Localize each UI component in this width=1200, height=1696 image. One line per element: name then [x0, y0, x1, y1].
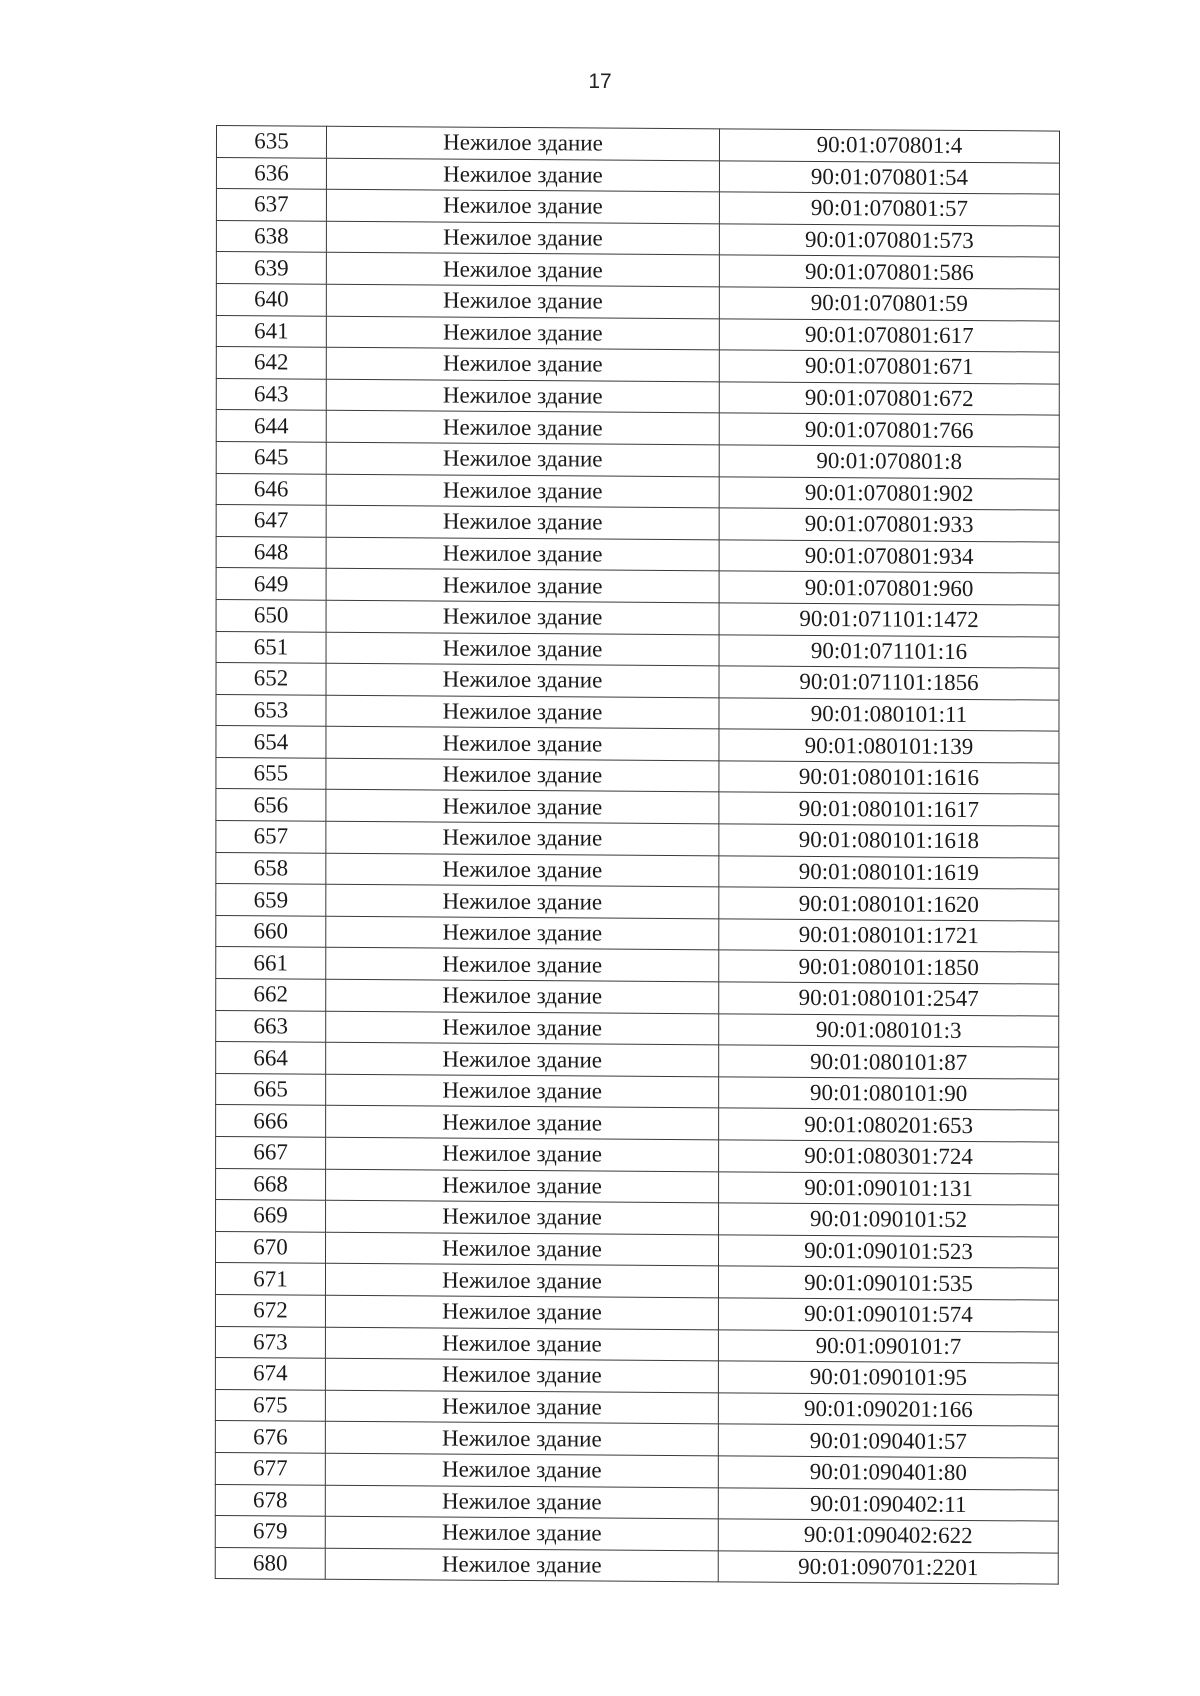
row-number-cell: 640: [216, 283, 326, 315]
row-number-cell: 657: [216, 821, 326, 853]
row-number-cell: 660: [216, 915, 326, 947]
row-number-cell: 642: [216, 347, 326, 379]
row-number-cell: 671: [215, 1263, 325, 1295]
object-type-cell: Нежилое здание: [326, 158, 719, 192]
row-number-cell: 637: [216, 189, 326, 221]
object-type-cell: Нежилое здание: [326, 442, 719, 476]
cadastral-number-cell: 90:01:080101:90: [719, 1077, 1059, 1111]
row-number-cell: 677: [215, 1452, 325, 1484]
cadastral-number-cell: 90:01:080101:2547: [719, 982, 1059, 1016]
object-type-cell: Нежилое здание: [326, 1232, 719, 1266]
object-type-cell: Нежилое здание: [325, 1548, 718, 1582]
object-type-cell: Нежилое здание: [325, 1485, 718, 1519]
row-number-cell: 653: [216, 694, 326, 726]
object-type-cell: Нежилое здание: [325, 1358, 718, 1392]
row-number-cell: 662: [216, 979, 326, 1011]
row-number-cell: 658: [216, 852, 326, 884]
row-number-cell: 667: [216, 1136, 326, 1168]
row-number-cell: 665: [216, 1073, 326, 1105]
cadastral-number-cell: 90:01:080101:139: [719, 729, 1059, 763]
object-type-cell: Нежилое здание: [326, 1106, 719, 1140]
object-type-cell: Нежилое здание: [326, 727, 719, 761]
cadastral-number-cell: 90:01:070801:934: [719, 540, 1059, 574]
object-type-cell: Нежилое здание: [326, 884, 719, 918]
object-type-cell: Нежилое здание: [326, 663, 719, 697]
row-number-cell: 664: [216, 1042, 326, 1074]
row-number-cell: 648: [216, 536, 326, 568]
cadastral-number-cell: 90:01:080101:1850: [719, 950, 1059, 984]
cadastral-number-cell: 90:01:080301:724: [719, 1140, 1059, 1174]
cadastral-number-cell: 90:01:070801:617: [719, 318, 1059, 352]
cadastral-number-cell: 90:01:070801:54: [719, 160, 1059, 194]
cadastral-number-cell: 90:01:070801:8: [719, 445, 1059, 479]
object-type-cell: Нежилое здание: [326, 189, 719, 223]
row-number-cell: 680: [215, 1547, 325, 1579]
cadastral-number-cell: 90:01:090101:523: [719, 1235, 1059, 1269]
cadastral-number-cell: 90:01:090401:57: [718, 1424, 1058, 1458]
row-number-cell: 673: [215, 1326, 325, 1358]
object-type-cell: Нежилое здание: [326, 474, 719, 508]
cadastral-number-cell: 90:01:080101:3: [719, 1013, 1059, 1047]
row-number-cell: 641: [216, 315, 326, 347]
object-type-cell: Нежилое здание: [326, 853, 719, 887]
cadastral-number-cell: 90:01:090402:622: [718, 1519, 1058, 1553]
object-type-cell: Нежилое здание: [326, 379, 719, 413]
row-number-cell: 678: [215, 1484, 325, 1516]
object-type-cell: Нежилое здание: [326, 1169, 719, 1203]
row-number-cell: 638: [216, 220, 326, 252]
cadastral-number-cell: 90:01:070801:59: [719, 287, 1059, 321]
cadastral-number-cell: 90:01:080101:87: [719, 1045, 1059, 1079]
object-type-cell: Нежилое здание: [326, 1074, 719, 1108]
row-number-cell: 644: [216, 410, 326, 442]
cadastral-number-cell: 90:01:070801:586: [719, 255, 1059, 289]
cadastral-number-cell: 90:01:070801:933: [719, 508, 1059, 542]
row-number-cell: 650: [216, 599, 326, 631]
object-type-cell: Нежилое здание: [326, 126, 719, 160]
cadastral-number-cell: 90:01:071101:16: [719, 634, 1059, 668]
page-number: 17: [588, 70, 612, 93]
cadastral-number-cell: 90:01:090101:52: [719, 1203, 1059, 1237]
row-number-cell: 656: [216, 789, 326, 821]
object-type-cell: Нежилое здание: [326, 253, 719, 287]
row-number-cell: 654: [216, 726, 326, 758]
object-type-cell: Нежилое здание: [326, 1042, 719, 1076]
cadastral-number-cell: 90:01:080101:1721: [719, 919, 1059, 953]
row-number-cell: 659: [216, 884, 326, 916]
row-number-cell: 652: [216, 663, 326, 695]
object-type-cell: Нежилое здание: [325, 1422, 718, 1456]
table-row: [215, 1547, 1058, 1584]
cadastral-number-cell: 90:01:070801:960: [719, 571, 1059, 605]
row-number-cell: 669: [216, 1200, 326, 1232]
object-type-cell: Нежилое здание: [326, 316, 719, 350]
row-number-cell: 676: [215, 1421, 325, 1453]
object-type-cell: Нежилое здание: [326, 1011, 719, 1045]
cadastral-number-cell: 90:01:090101:95: [718, 1361, 1058, 1395]
row-number-cell: 666: [216, 1105, 326, 1137]
object-type-cell: Нежилое здание: [325, 1264, 718, 1298]
object-type-cell: Нежилое здание: [325, 1516, 718, 1550]
row-number-cell: 651: [216, 631, 326, 663]
object-type-cell: Нежилое здание: [325, 1453, 718, 1487]
object-type-cell: Нежилое здание: [326, 505, 719, 539]
object-type-cell: Нежилое здание: [326, 411, 719, 445]
object-type-cell: Нежилое здание: [326, 1137, 719, 1171]
object-type-cell: Нежилое здание: [326, 758, 719, 792]
object-type-cell: Нежилое здание: [325, 1295, 718, 1329]
cadastral-number-cell: 90:01:080101:1620: [719, 887, 1059, 921]
cadastral-number-cell: 90:01:090101:535: [718, 1266, 1058, 1300]
row-number-cell: 643: [216, 378, 326, 410]
row-number-cell: 670: [216, 1231, 326, 1263]
cadastral-number-cell: 90:01:080101:1618: [719, 824, 1059, 858]
row-number-cell: 674: [215, 1358, 325, 1390]
cadastral-number-cell: 90:01:090402:11: [718, 1487, 1058, 1521]
object-type-cell: Нежилое здание: [326, 600, 719, 634]
row-number-cell: 649: [216, 568, 326, 600]
cadastral-number-cell: 90:01:090101:7: [718, 1329, 1058, 1363]
cadastral-number-cell: 90:01:070801:902: [719, 476, 1059, 510]
cadastral-number-cell: 90:01:070801:573: [719, 224, 1059, 258]
cadastral-number-cell: 90:01:071101:1472: [719, 603, 1059, 637]
property-table: [215, 125, 1060, 1585]
object-type-cell: Нежилое здание: [326, 948, 719, 982]
cadastral-number-cell: 90:01:090201:166: [718, 1393, 1058, 1427]
cadastral-number-cell: 90:01:070801:57: [719, 192, 1059, 226]
object-type-cell: Нежилое здание: [326, 695, 719, 729]
cadastral-number-cell: 90:01:090401:80: [718, 1456, 1058, 1490]
property-table-container: [215, 125, 1060, 1585]
row-number-cell: 672: [215, 1294, 325, 1326]
cadastral-number-cell: 90:01:090101:131: [719, 1171, 1059, 1205]
object-type-cell: Нежилое здание: [326, 790, 719, 824]
object-type-cell: Нежилое здание: [326, 537, 719, 571]
object-type-cell: Нежилое здание: [325, 1327, 718, 1361]
object-type-cell: Нежилое здание: [325, 1390, 718, 1424]
object-type-cell: Нежилое здание: [326, 569, 719, 603]
row-number-cell: 675: [215, 1389, 325, 1421]
row-number-cell: 679: [215, 1516, 325, 1548]
cadastral-number-cell: 90:01:070801:671: [719, 350, 1059, 384]
row-number-cell: 661: [216, 947, 326, 979]
row-number-cell: 668: [216, 1168, 326, 1200]
cadastral-number-cell: 90:01:070801:4: [719, 129, 1059, 163]
object-type-cell: Нежилое здание: [326, 284, 719, 318]
cadastral-number-cell: 90:01:080101:1616: [719, 761, 1059, 795]
cadastral-number-cell: 90:01:080101:11: [719, 698, 1059, 732]
row-number-cell: 663: [216, 1010, 326, 1042]
object-type-cell: Нежилое здание: [326, 979, 719, 1013]
row-number-cell: 647: [216, 505, 326, 537]
object-type-cell: Нежилое здание: [326, 347, 719, 381]
cadastral-number-cell: 90:01:090101:574: [718, 1298, 1058, 1332]
cadastral-number-cell: 90:01:080101:1617: [719, 792, 1059, 826]
row-number-cell: 646: [216, 473, 326, 505]
row-number-cell: 639: [216, 252, 326, 284]
cadastral-number-cell: 90:01:071101:1856: [719, 666, 1059, 700]
object-type-cell: Нежилое здание: [326, 221, 719, 255]
cadastral-number-cell: 90:01:080101:1619: [719, 855, 1059, 889]
row-number-cell: 645: [216, 441, 326, 473]
object-type-cell: Нежилое здание: [326, 632, 719, 666]
row-number-cell: 635: [216, 126, 326, 158]
cadastral-number-cell: 90:01:080201:653: [719, 1108, 1059, 1142]
cadastral-number-cell: 90:01:090701:2201: [718, 1551, 1058, 1585]
row-number-cell: 636: [216, 157, 326, 189]
property-table-body: [215, 126, 1059, 1585]
row-number-cell: 655: [216, 757, 326, 789]
cadastral-number-cell: 90:01:070801:766: [719, 413, 1059, 447]
object-type-cell: Нежилое здание: [326, 1200, 719, 1234]
cadastral-number-cell: 90:01:070801:672: [719, 382, 1059, 416]
object-type-cell: Нежилое здание: [326, 821, 719, 855]
object-type-cell: Нежилое здание: [326, 916, 719, 950]
